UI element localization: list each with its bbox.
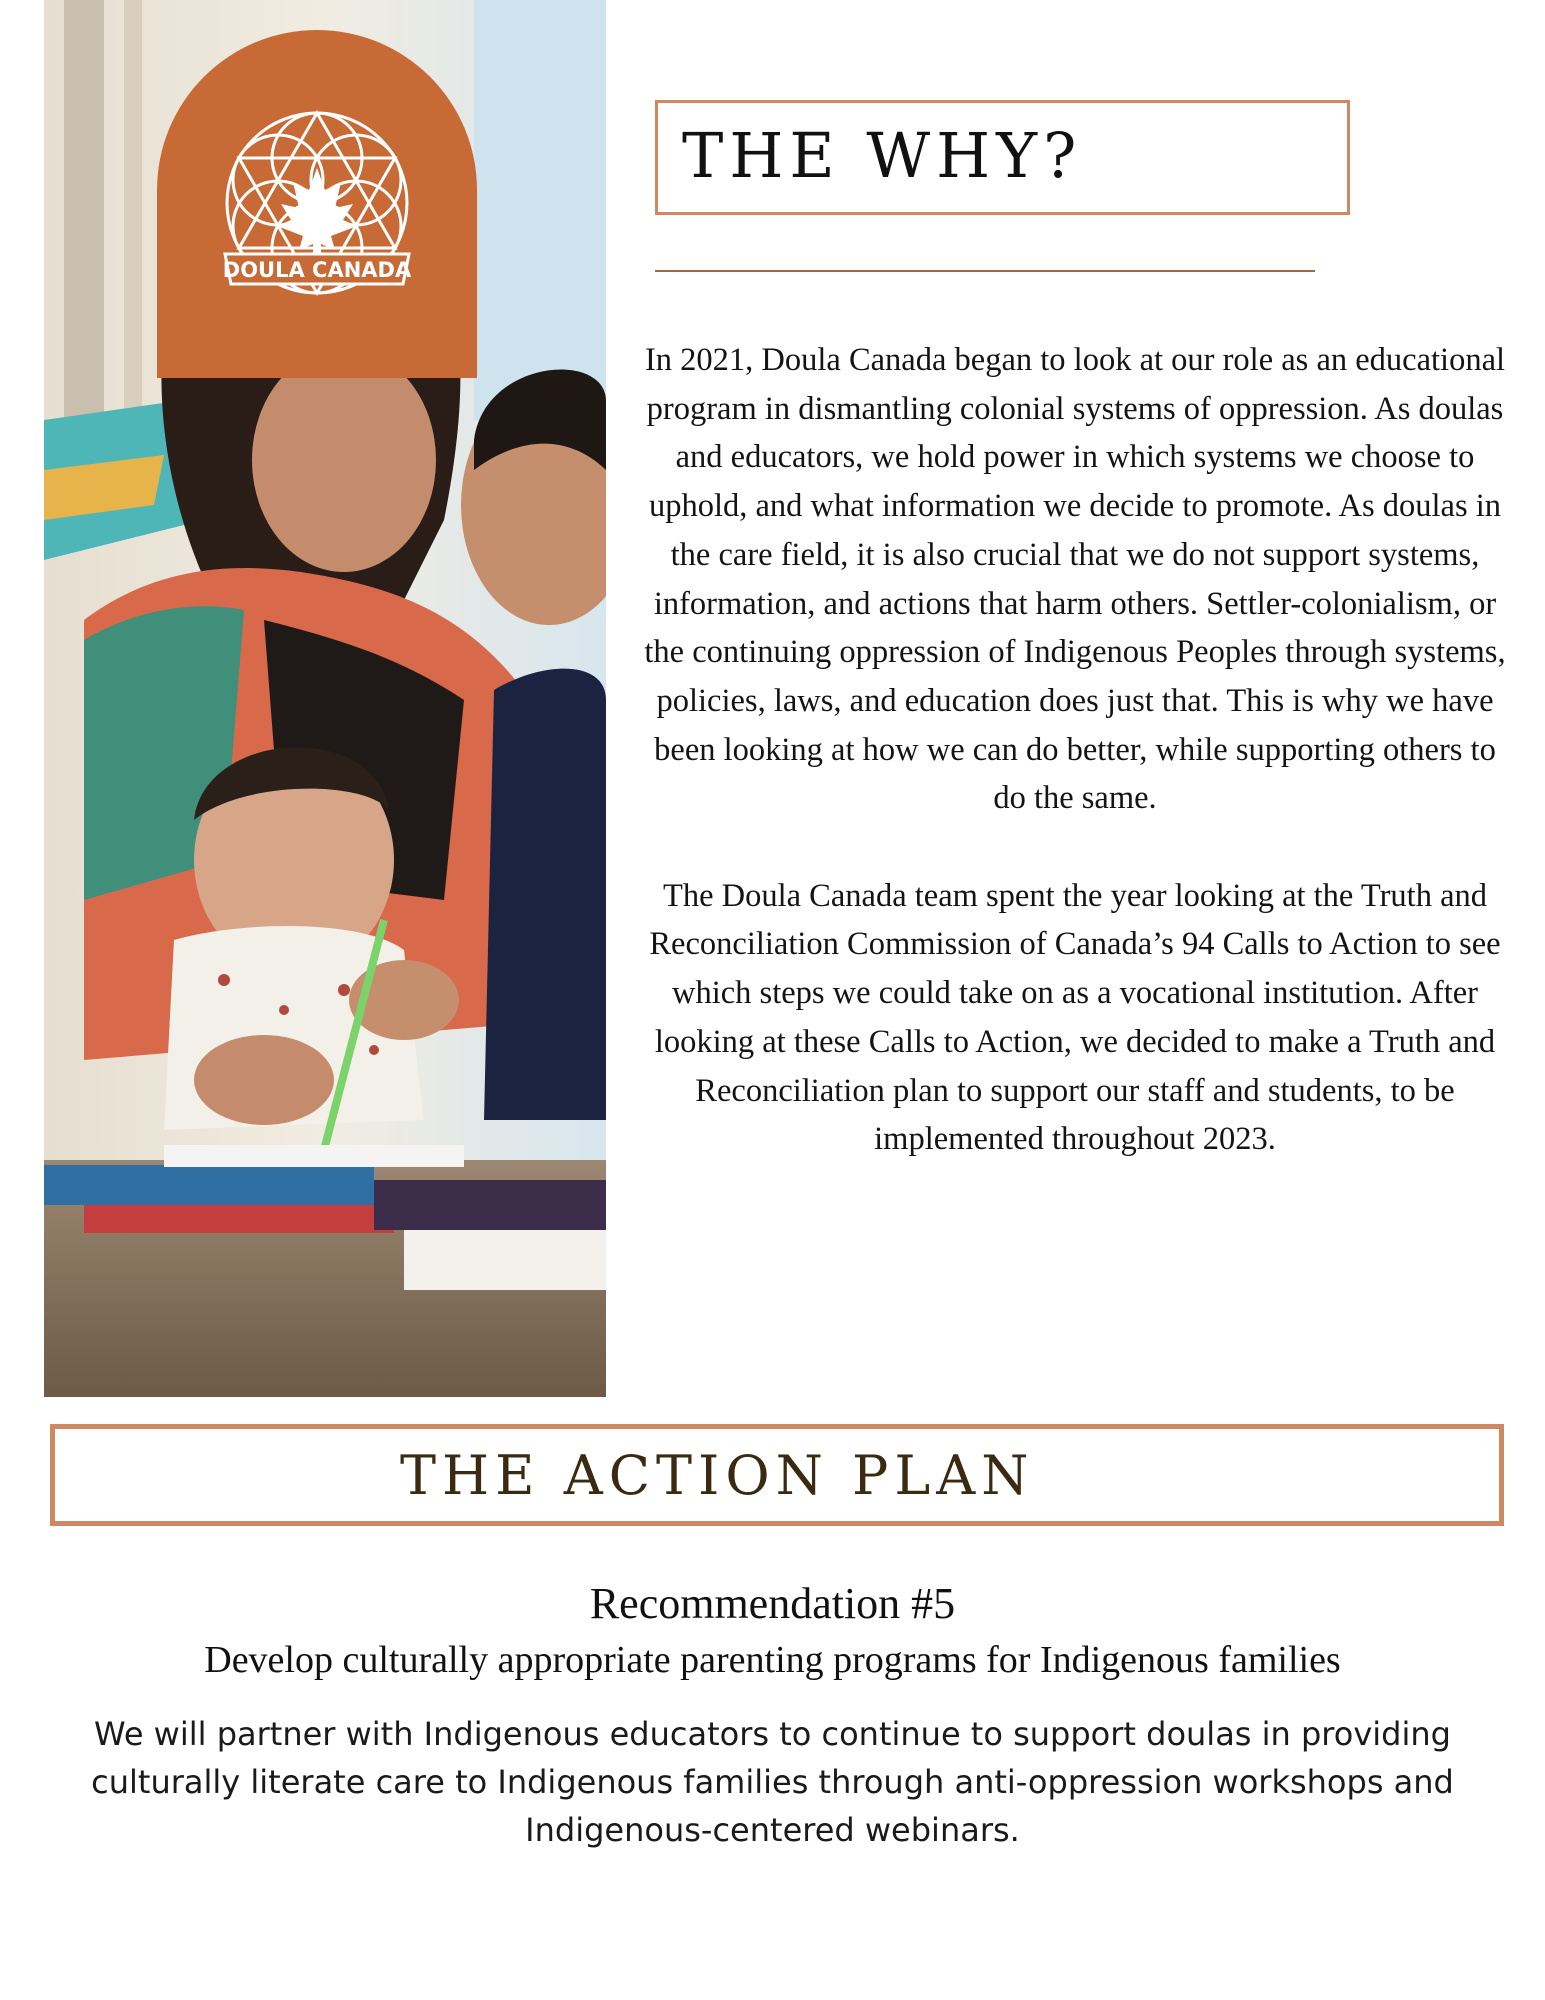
why-heading-box <box>655 100 1350 215</box>
recommendation-body: We will partner with Indigenous educators to continue to support doulas in providing culturally literate care to Indigenous families through anti-oppression workshops and Indigenous-centered webinars. <box>91 1715 1454 1849</box>
why-paragraph-2: The Doula Canada team spent the year looking at the Truth and Reconciliation Commission of Canada’s 94 Calls to Action to see which steps we could take on as a vocational institution. After looking at these Calls to Action, we decided to make a Truth and Reconciliation plan to support our staff and students, to be implemented throughout 2023. <box>649 877 1501 1158</box>
doula-canada-emblem-icon <box>217 108 417 324</box>
divider-rule <box>655 270 1315 272</box>
doula-canada-logo <box>157 30 477 378</box>
why-body <box>640 336 1510 1164</box>
recommendation-title: Recommendation #5 <box>589 1579 956 1628</box>
action-plan-title: THE ACTION PLAN <box>400 1444 1035 1507</box>
why-title: THE WHY? <box>682 119 1083 192</box>
action-plan-heading-box <box>50 1424 1504 1526</box>
logo-text: DOULA CANADA <box>222 258 412 282</box>
recommendation-subtitle: Develop culturally appropriate parenting programs for Indigenous families <box>204 1639 1341 1681</box>
why-paragraph-1: In 2021, Doula Canada began to look at our role as an educational program in dismantling colonial systems of oppression. As doulas and educators, we hold power in which systems we choose to uphold, and what information we decide to promote. As doulas in the care field, it is also crucial that we do not support systems, information, and actions that harm others. Settler-colonialism, or the continuing oppression of Indigenous Peoples through systems, policies, laws, and education does just that. This is why we have been looking at how we can do better, while supporting others to do the same. <box>644 342 1506 817</box>
